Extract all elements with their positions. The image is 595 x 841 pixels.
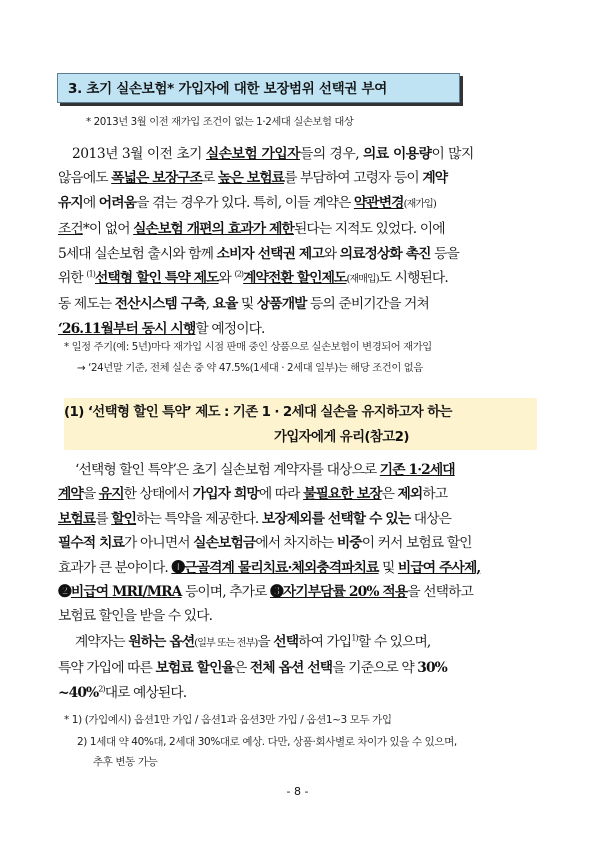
para2-line3: 보험료를 할인하는 특약을 제공한다. 보장제외를 선택할 수 있는 대상은 — [58, 510, 452, 527]
footnote-1: * 1) (가입예시) 옵션1만 가입 / 옵션1과 옵션3만 가입 / 옵션1~3 모두 가입 — [64, 714, 392, 726]
paragraph-options — [58, 630, 540, 705]
section-note: * 2013년 3월 이전 재가입 조건이 없는 1·2세대 실손보험 대상 — [86, 116, 354, 128]
para1-line2: 않음에도 폭넓은 보장구조로 높은 보험료를 부담하여 고령자 등이 계약 — [58, 170, 448, 187]
para1-line5: 5세대 실손보험 출시와 함께 소비자 선택권 제고와 의료정상화 촉진 등을 — [58, 245, 459, 262]
paragraph-intro — [58, 142, 540, 341]
para1-line3: 유지에 어려움을 겪는 경우가 있다. 특히, 이들 계약은 약관변경(재가입) — [58, 194, 436, 211]
subsection-title-line2: 가입자에게 유리(참고2) — [274, 430, 409, 445]
para3-line2: 특약 가입에 따른 보험료 할인율은 전체 옵션 선택을 기준으로 약 30% — [58, 660, 447, 677]
para1-line7: 동 제도는 전산시스템 구축, 요율 및 상품개발 등의 준비기간을 거쳐 — [58, 296, 429, 313]
footnote-2-cont: 추후 변동 가능 — [93, 756, 158, 768]
para1-line8: ‘26.11월부터 동시 시행할 예정이다. — [58, 320, 265, 337]
para2-line5: 효과가 큰 분야이다. ❶근골격계 물리치료·체외충격파치료 및 비급여 주사제, — [58, 559, 481, 576]
subsection-title-line1: (1) ‘선택형 할인 특약’ 제도 : 기존 1 · 2세대 실손을 유지하고자 하는 — [64, 405, 452, 420]
section-title: 3. 초기 실손보험* 가입자에 대한 보장범위 선택권 부여 — [57, 73, 460, 103]
para1-line6: 위한 $^{(1)}$선택형 할인 특약 제도와 $^{(2)}$계약전환 할인제도(재매입)도 시행된다. — [58, 269, 448, 287]
paragraph-discount-rider — [58, 458, 540, 629]
para2-line2: 계약을 유지한 상태에서 가입자 희망에 따라 불필요한 보장은 제외하고 — [58, 486, 448, 503]
para1-line1: 2013년 3월 이전 초기 실손보험 가입자들의 경우, 의료 이용량이 많지 — [72, 146, 474, 162]
cycle-note: * 일정 주기(예: 5년)마다 재가입 시점 판매 중인 상품으로 실손보험이 변경되어 재가입 — [64, 341, 432, 353]
para1-line4: 조건*이 없어 실손보험 개편의 효과가 제한된다는 지적도 있었다. 이에 — [58, 221, 445, 238]
para2-line7: 보험료 할인을 받을 수 있다. — [58, 608, 213, 625]
para2-line6: ❷비급여 MRI/MRA 등이며, 추가로 ❸자기부담률 20% 적용을 선택하고 — [58, 584, 473, 601]
para2-line1: ‘선택형 할인 특약’은 초기 실손보험 계약자를 대상으로 기존 1·2세대 — [75, 462, 455, 478]
para2-line4: 필수적 치료가 아니면서 실손보험금에서 차지하는 비중이 커서 보험료 할인 — [58, 535, 472, 552]
para3-line1: 계약자는 원하는 옵션(일부 또는 전부)을 선택하여 가입$^{1)}$할 수 있으며, — [75, 633, 431, 650]
page-number: - 8 - — [286, 785, 309, 798]
footnote-2: 2) 1세대 약 40%대, 2세대 30%대로 예상. 다만, 상품·회사별로 차이가 있을 수 있으며, — [77, 736, 457, 748]
cycle-note-detail: → ‘24년말 기준, 전체 실손 중 약 47.5%(1세대 · 2세대 일부)는 해당 조건이 없음 — [77, 362, 423, 374]
para3-line3: ~40%$^{2)}$대로 예상된다. — [58, 684, 187, 701]
subsection-title — [64, 398, 537, 450]
